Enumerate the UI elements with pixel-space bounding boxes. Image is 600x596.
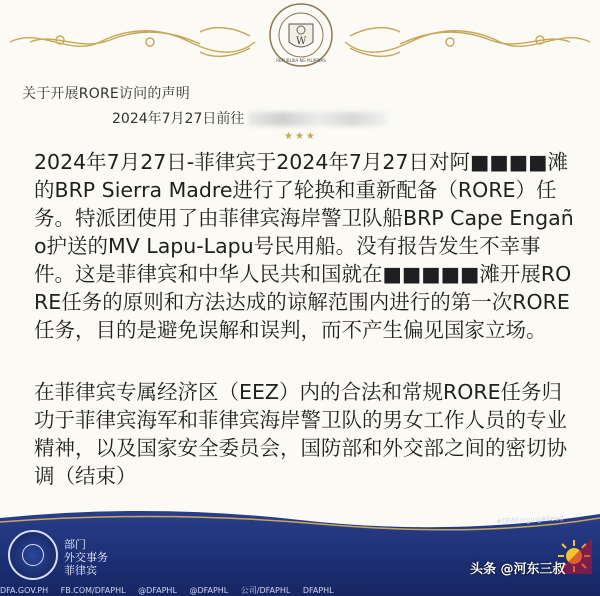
- letterhead: [0, 0, 600, 78]
- dfa-seal-icon: [8, 530, 58, 580]
- social-facebook[interactable]: FB.COM/DFAPHL: [60, 586, 126, 595]
- dept-line-1: 部门: [64, 538, 86, 551]
- statement-title: 关于开展RORE访问的声明: [22, 86, 190, 102]
- dfa-footer: [0, 508, 600, 596]
- statement-date-text: 2024年7月27日前往: [112, 111, 245, 127]
- statement-date-line: [112, 108, 388, 128]
- dept-line-2: 外交事务: [64, 551, 108, 564]
- social-company[interactable]: 公司/DFAPHL: [240, 586, 291, 595]
- social-instagram[interactable]: @DFAPHL: [189, 586, 229, 595]
- source-watermark: 头条 @河东三叔: [470, 562, 566, 577]
- body-paragraph-1: 2024年7月27日-菲律宾于2024年7月27日对阿■■■■滩的BRP Sierra Madre进行了轮换和重新配备（RORE）任务。特派团使用了由菲律宾海岸警卫队船BRP Cape Engaño护送的MV Lapu-Lapu号民用船。没有报告发生不幸事件。这是菲律宾和中华人民共和国就在■■■■■滩开展RORE任务的原则和方法达成的谅解范围内进行的第一次RORE任务，目的是避免误解和误判，而不产生偏见国家立场。: [34, 150, 574, 342]
- left-flourish-ornament: [0, 22, 260, 62]
- body-paragraph-2: 在菲律宾专属经济区（EEZ）内的合法和常规RORE任务归功于菲律宾海军和菲律宾海岸警卫队的男女工作人员的专业精神，以及国家安全委员会，国防部和外交部之间的密切协调（结束）: [34, 380, 567, 488]
- social-x[interactable]: @DFAPHL: [138, 586, 177, 595]
- redacted-blur: [248, 112, 388, 126]
- right-flourish-ornament: [340, 22, 600, 62]
- svg-text:W: W: [296, 36, 307, 47]
- dept-line-3: 菲律宾: [64, 564, 97, 577]
- social-website[interactable]: DFA.GOV.PH: [0, 586, 49, 595]
- svg-text:REPUBLIKA NG PILIPINAS: REPUBLIKA NG PILIPINAS: [276, 58, 326, 63]
- philippine-seal-icon: [268, 2, 334, 68]
- hashtag: #DFAForgingAhead: [495, 514, 564, 526]
- department-label: [64, 538, 108, 577]
- social-links-row: [0, 585, 600, 596]
- star-ornament: ★★★: [284, 131, 317, 142]
- social-youtube[interactable]: DFAPHL: [302, 586, 334, 595]
